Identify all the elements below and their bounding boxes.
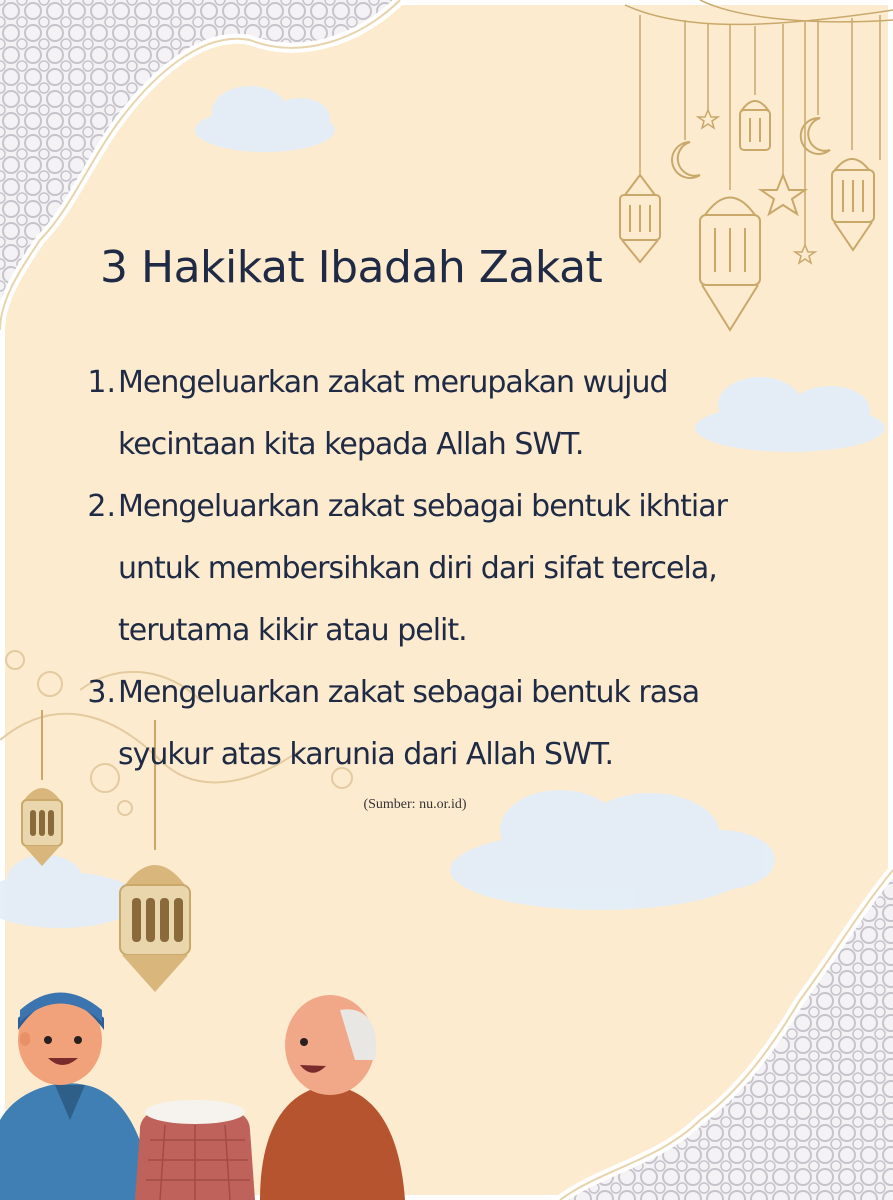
- list-item-number: 1.: [87, 365, 116, 400]
- list-item-text: Mengeluarkan zakat sebagai bentuk rasa syukur atas karunia dari Allah SWT.: [118, 675, 700, 772]
- page-title: 3 Hakikat Ibadah Zakat: [100, 242, 603, 293]
- points-list: [70, 352, 760, 786]
- list-item-text: Mengeluarkan zakat merupakan wujud kecintaan kita kepada Allah SWT.: [118, 365, 668, 462]
- list-item: [70, 476, 760, 662]
- list-item-number: 2.: [87, 489, 116, 524]
- list-item-text: Mengeluarkan zakat sebagai bentuk ikhtiar untuk membersihkan diri dari sifat tercela, terutama kikir atau pelit.: [118, 489, 727, 648]
- list-item: [70, 662, 760, 786]
- list-item: [70, 352, 760, 476]
- list-item-number: 3.: [87, 675, 116, 710]
- source-citation: (Sumber: nu.or.id): [363, 797, 467, 812]
